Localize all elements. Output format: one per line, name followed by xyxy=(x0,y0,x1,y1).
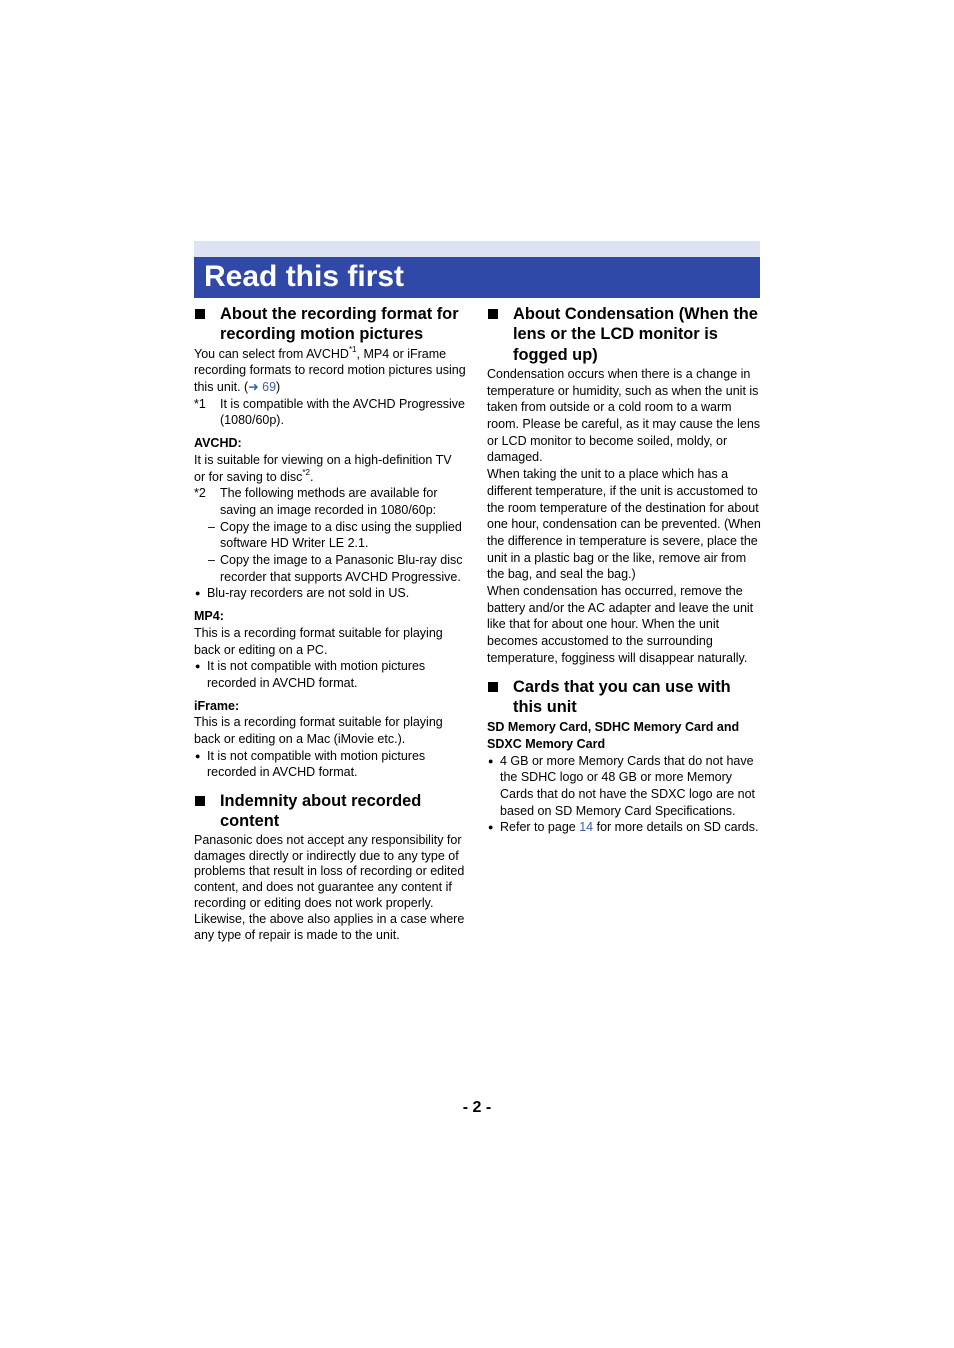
bullet-icon: ● xyxy=(195,750,201,761)
condensation-para-1: Condensation occurs when there is a change in temperature or humidity, such as when the unit is taken from outside or a cold room to a warm room. Please be careful, as it may cause the lens or LCD monitor to become soiled, moldy, or damaged. xyxy=(487,366,761,465)
bullet-icon: ● xyxy=(488,755,494,766)
condensation-para-3: When condensation has occurred, remove the battery and/or the AC adapter and leave the unit like that for about one hour. When the unit becomes accustomed to the surrounding temperature, fogginess will disappear naturally. xyxy=(487,584,754,665)
title-band-light xyxy=(194,241,760,257)
mp4-text: This is a recording format suitable for playing back or editing on a PC. xyxy=(194,625,443,657)
bullet-card-refer: ● Refer to page 14 for more details on SD cards. xyxy=(488,820,759,835)
dash-item-1: – Copy the image to a disc using the supplied software HD Writer LE 2.1. xyxy=(208,519,462,551)
subheading-sd-cards: SD Memory Card, SDHC Memory Card and SDXC Memory Card xyxy=(487,720,740,751)
page-number: - 2 - xyxy=(462,1099,492,1116)
page-link-14[interactable]: 14 xyxy=(579,820,594,835)
bullet-bluray: ● Blu-ray recorders are not sold in US. xyxy=(195,586,410,601)
avchd-text: It is suitable for viewing on a high-definition TV or for saving to disc$^{*2}$. xyxy=(194,452,452,484)
square-bullet-icon xyxy=(195,309,205,319)
bullet-icon: ● xyxy=(195,588,201,599)
indemnity-text: Panasonic does not accept any responsibility for damages directly or indirectly due to any type of problems that result in loss of recording or edited content, and does not guarantee any content if recording or editing does not work properly. Likewise, the above also applies in a case where any type of repair is made to the unit. xyxy=(194,832,465,942)
condensation-para-2: When taking the unit to a place which has a different temperature, if the unit is accustomed to the room temperature of the destination for about one hour, condensation can be prevented. (When the difference in temperature is severe, place the unit in a plastic bag or the like, remove air from the bag, and seal the bag.) xyxy=(487,467,761,582)
bullet-card-spec: ● 4 GB or more Memory Cards that do not have the SDHC logo or 48 GB or more Memory Cards that do not have the SDXC logo are not based on SD Memory Card Specifications. xyxy=(488,753,756,818)
footnote-1: *1 It is compatible with the AVCHD Progressive (1080/60p). xyxy=(194,396,466,428)
subheading-mp4: MP4: xyxy=(194,609,224,624)
page-link-69[interactable]: ➜ 69 xyxy=(248,380,277,394)
bullet-icon: ● xyxy=(195,661,201,672)
bullet-icon: ● xyxy=(488,822,494,833)
section-heading-cards: Cards that you can use with this unit xyxy=(487,677,761,718)
right-column xyxy=(487,304,761,836)
left-column xyxy=(194,304,466,943)
section-heading-recording-format: About the recording format for recording motion pictures xyxy=(194,304,466,345)
subheading-avchd: AVCHD: xyxy=(194,436,242,451)
section-heading-condensation: About Condensation (When the lens or the LCD monitor is fogged up) xyxy=(487,304,761,365)
section-heading-indemnity: Indemnity about recorded content xyxy=(194,791,466,832)
bullet-iframe: ● It is not compatible with motion pictures recorded in AVCHD format. xyxy=(195,748,426,780)
recording-format-intro: You can select from AVCHD$^{*1}$, MP4 or iFrame recording formats to record motion pictures using this unit. (➜ 69) xyxy=(194,344,466,394)
page-title: Read this first xyxy=(204,260,405,293)
square-bullet-icon xyxy=(488,309,498,319)
square-bullet-icon xyxy=(488,682,498,692)
square-bullet-icon xyxy=(195,796,205,806)
subheading-iframe: iFrame: xyxy=(194,698,240,713)
bullet-mp4: ● It is not compatible with motion pictures recorded in AVCHD format. xyxy=(195,659,426,690)
footnote-2: *2 The following methods are available for saving an image recorded in 1080/60p: xyxy=(194,486,438,517)
iframe-text: This is a recording format suitable for playing back or editing on a Mac (iMovie etc.). xyxy=(194,715,443,747)
dash-item-2: – Copy the image to a Panasonic Blu-ray disc recorder that supports AVCHD Progressive. xyxy=(208,553,463,584)
